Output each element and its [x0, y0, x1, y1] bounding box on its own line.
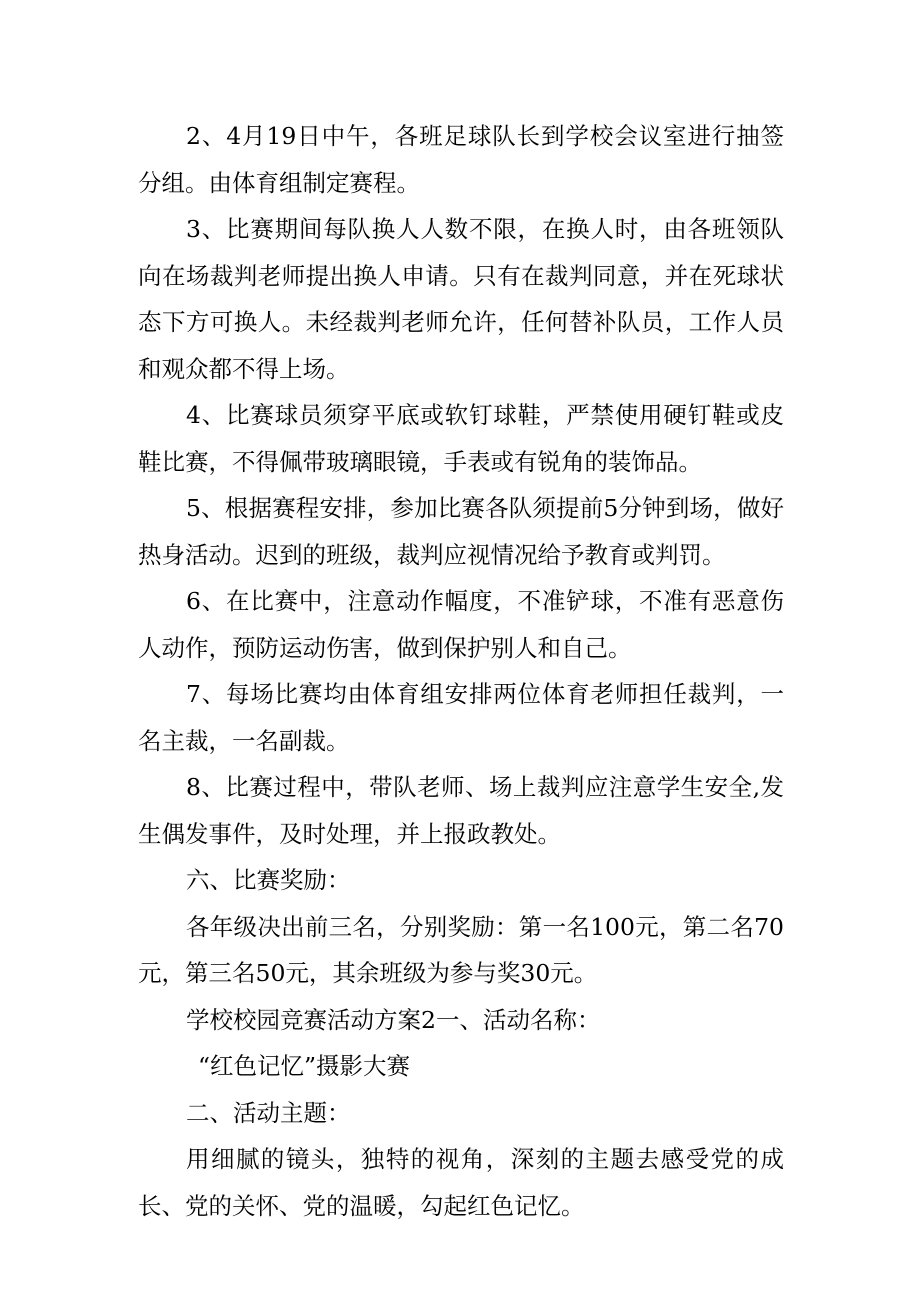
- paragraph-rule-6: 6、在比赛中，注意动作幅度，不准铲球，不准有恶意伤人动作，预防运动伤害，做到保护别人和自己。: [138, 587, 784, 662]
- paragraph-rule-4: 4、比赛球员须穿平底或软钉球鞋，严禁使用硬钉鞋或皮鞋比赛，不得佩带玻璃眼镜，手表或有锐角的装饰品。: [138, 401, 784, 476]
- paragraph-awards: 各年级决出前三名，分别奖励：第一名100元，第二名70元，第三名50元，其余班级为参与奖30元。: [138, 912, 784, 987]
- section-heading-theme: 二、活动主题：: [186, 1098, 351, 1127]
- document-body: [138, 113, 784, 1229]
- paragraph-rule-8: 8、比赛过程中，带队老师、场上裁判应注意学生安全,发生偶发事件，及时处理，并上报政教处。: [138, 773, 784, 848]
- paragraph-theme: 用细腻的镜头，独特的视角，深刻的主题去感受党的成长、党的关怀、党的温暖，勾起红色记忆。: [138, 1145, 784, 1220]
- paragraph-rule-7: 7、每场比赛均由体育组安排两位体育老师担任裁判，一名主裁，一名副裁。: [138, 680, 784, 755]
- section-heading-awards: 六、比赛奖励：: [186, 866, 351, 894]
- plan-2-heading: 学校校园竞赛活动方案2一、活动名称：: [186, 1005, 601, 1034]
- paragraph-rule-5: 5、根据赛程安排，参加比赛各队须提前5分钟到场，做好热身活动。迟到的班级，裁判应视情况给予教育或判罚。: [138, 494, 784, 569]
- activity-name: “红色记忆”摄影大赛: [198, 1052, 411, 1080]
- paragraph-rule-3: 3、比赛期间每队换人人数不限，在换人时，由各班领队向在场裁判老师提出换人申请。只有在裁判同意，并在死球状态下方可换人。未经裁判老师允许，任何替补队员，工作人员和观众都不得上场。: [138, 215, 784, 383]
- paragraph-rule-2: 2、4月19日中午，各班足球队长到学校会议室进行抽签分组。由体育组制定赛程。: [138, 122, 784, 197]
